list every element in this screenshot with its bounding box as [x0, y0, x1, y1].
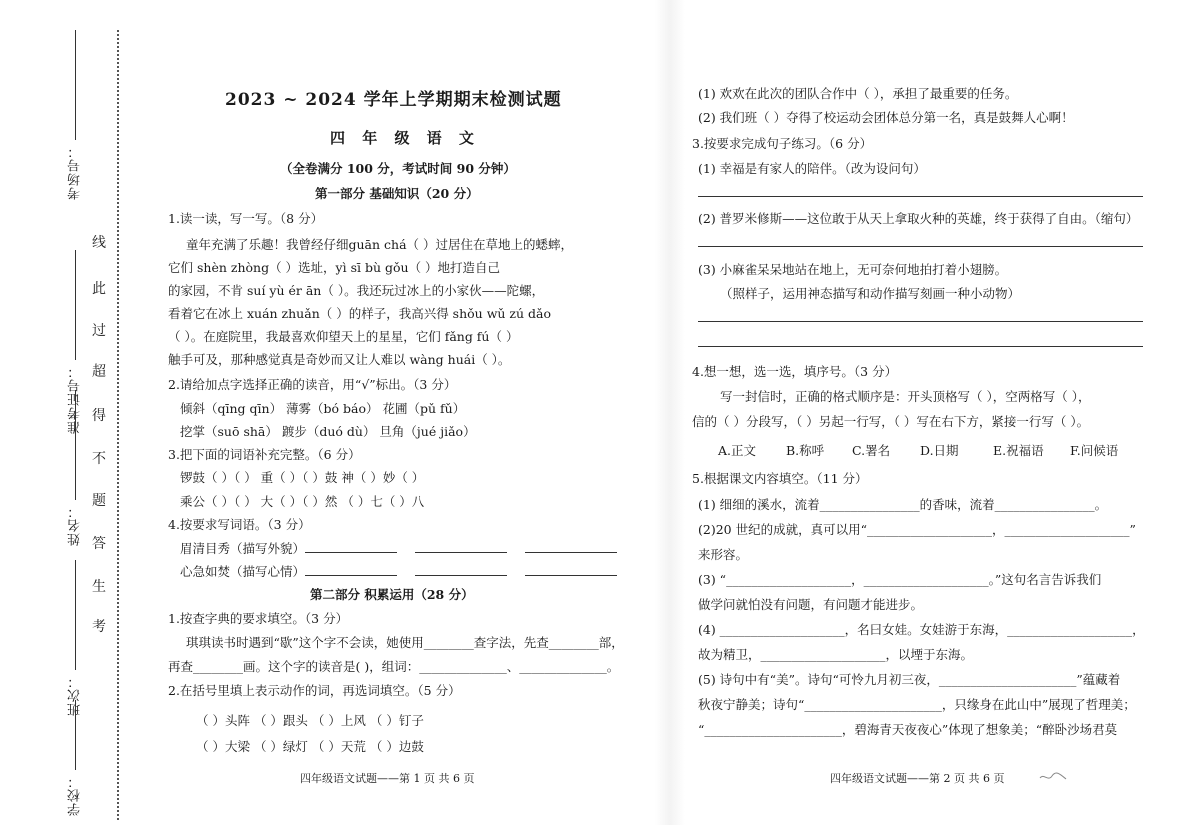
fill-line: (2)20 世纪的成就，真可以用“____________________，____________________” [698, 522, 1136, 537]
admission-number-label: 准考证号： [68, 364, 83, 434]
answer-line[interactable] [698, 346, 1143, 347]
exam-room-field [66, 30, 85, 200]
section-1-heading: 1.按查字典的要求填空。（3 分） [168, 611, 349, 626]
fill-line: (1) 细细的溪水，流着________________的香味，流着________________。 [698, 497, 1108, 512]
sentence-task: (1) 幸福是有家人的陪伴。（改为设问句） [698, 161, 926, 176]
question-4-heading: 4.想一想，选一选，填序号。（3 分） [692, 364, 898, 379]
page-2-footer: 四年级语文试题——第 2 页 共 6 页 [830, 772, 1005, 785]
fill-line: “______________________，碧海青天夜夜心”体现了想象美；“醉卧沙场君莫 [698, 722, 1118, 737]
pen-mark [1038, 770, 1068, 784]
school-label: 学校： [68, 774, 83, 816]
name-field [66, 390, 85, 546]
answer-line[interactable] [698, 246, 1143, 247]
question-3-line: 乘公（ ）（ ） 大（ ）（ ）然 （ ）七（ ）八 [180, 494, 425, 509]
answer-line[interactable] [698, 321, 1143, 322]
school-field [66, 700, 85, 816]
fill-line: 来形容。 [698, 547, 749, 562]
question-3-line: 锣鼓（ ）（ ） 重（ ）（ ）鼓 神（ ）妙（ ） [180, 470, 425, 485]
answer-line[interactable] [305, 552, 397, 553]
question-1-line: 触手可及，那种感觉真是奇妙而又让人难以 wàng huái（ ）。 [168, 352, 511, 367]
binding-warning-char: 线 [92, 235, 106, 251]
question-4-line: 心急如焚（描写心情） [180, 564, 306, 579]
section-1-line: 再查________画。这个字的读音是( )，组词：______________、______________。 [168, 659, 620, 674]
question-4-heading: 4.按要求写词语。（3 分） [168, 517, 311, 532]
question-1-line: 的家园，不肯 suí yù ér ān（ ）。我还玩过冰上的小家伙——陀螺， [168, 283, 545, 298]
part2-heading: 第二部分 积累运用（28 分） [310, 587, 474, 602]
binding-margin [0, 0, 130, 825]
part1-heading: 第一部分 基础知识（20 分） [315, 186, 479, 201]
admission-number-blank[interactable] [76, 250, 77, 360]
fill-line: (3) “____________________，____________________。”这句名言告诉我们 [698, 572, 1102, 587]
section-1-line: 琪琪读书时遇到“歇”这个字不会读，她使用________查字法，先查________部， [186, 635, 624, 650]
binding-warning-char: 超 [92, 364, 106, 380]
page-1-footer: 四年级语文试题——第 1 页 共 6 页 [300, 772, 475, 785]
sentence-task-hint: （照样子，运用神态描写和动作描写刻画一种小动物） [720, 286, 1021, 301]
binding-warning-char: 题 [92, 493, 106, 509]
question-5-heading: 5.根据课文内容填空。（11 分） [692, 471, 868, 486]
question-3-heading: 3.把下面的词语补充完整。（6 分） [168, 447, 361, 462]
section-2-line: （ ）大梁 （ ）绿灯 （ ）天荒 （ ）边鼓 [196, 739, 424, 754]
binding-warning-char: 生 [92, 579, 106, 595]
question-1-heading: 1.读一读，写一写。（8 分） [168, 211, 324, 226]
answer-line[interactable] [525, 552, 617, 553]
cut-line [117, 30, 119, 820]
binding-warning-char: 得 [92, 408, 106, 424]
option: F.问候语 [1070, 443, 1119, 458]
binding-warning-char: 考 [92, 619, 106, 635]
binding-warning-char: 不 [92, 451, 106, 467]
answer-line[interactable] [305, 575, 397, 576]
question-1-line: 它们 shèn zhòng（ ）选址，yì sī bù gǒu（ ）地打造自己 [168, 260, 501, 275]
sentence-task: (3) 小麻雀呆呆地站在地上，无可奈何地拍打着小翅膀。 [698, 262, 1008, 277]
binding-warning-char: 过 [92, 323, 106, 339]
section-2-line: （ ）头阵 （ ）跟头 （ ）上风 （ ）钉子 [196, 713, 424, 728]
question-2-line: 挖掌（suō shā） 踱步（duó dù） 旦角（jué jiǎo） [180, 424, 476, 439]
exam-page-2 [690, 0, 1150, 825]
page-gap [655, 0, 685, 825]
answer-line[interactable] [698, 196, 1143, 197]
question-2-heading: 2.请给加点字选择正确的读音，用“√”标出。（3 分） [168, 377, 457, 392]
binding-warning-char: 答 [92, 536, 106, 552]
word-choice-line: (2) 我们班（ ）夺得了校运动会团体总分第一名，真是鼓舞人心啊！ [698, 110, 1074, 125]
fill-line: 故为精卫，____________________，以堙于东海。 [698, 647, 974, 662]
fill-line: (4) ____________________，名曰女娃。女娃游于东海，____________________， [698, 622, 1145, 637]
school-blank[interactable] [76, 700, 77, 770]
answer-line[interactable] [525, 575, 617, 576]
question-1-line: 看着它在冰上 xuán zhuǎn（ ）的样子，我高兴得 shǒu wǔ zú dǎo [168, 306, 552, 321]
question-1-line: （ ）。在庭院里，我最喜欢仰望天上的星星，它们 fǎng fú（ ） [168, 329, 519, 344]
exam-room-blank[interactable] [76, 30, 77, 140]
class-label: 班次： [68, 674, 83, 716]
option: D.日期 [920, 443, 959, 458]
class-field [66, 560, 85, 716]
name-label: 姓名： [68, 504, 83, 546]
option: B.称呼 [786, 443, 825, 458]
answer-line[interactable] [415, 575, 507, 576]
question-4-line: 眉清目秀（描写外貌） [180, 541, 306, 556]
option: C.署名 [852, 443, 891, 458]
fill-line: 做学问就怕没有问题，有问题才能进步。 [698, 597, 924, 612]
option: E.祝福语 [993, 443, 1044, 458]
class-blank[interactable] [76, 560, 77, 670]
name-blank[interactable] [76, 390, 77, 500]
binding-warning-char: 此 [92, 281, 106, 297]
question-1-line: 童年充满了乐趣！我曾经仔细guān chá（ ）过居住在草地上的蟋蟀， [186, 237, 574, 252]
exam-page-1 [150, 0, 640, 825]
section-2-heading: 2.在括号里填上表示动作的词，再选词填空。（5 分） [168, 683, 461, 698]
fill-line: (5) 诗句中有“美”。诗句“可怜九月初三夜，______________________”蕴藏着 [698, 672, 1121, 687]
exam-title: 2023 ~ 2024 学年上学期期末检测试题 [225, 90, 562, 110]
question-2-line: 倾斜（qīng qīn） 薄雾（bó báo） 花圃（pǔ fǔ） [180, 401, 466, 416]
question-3-heading: 3.按要求完成句子练习。（6 分） [692, 136, 873, 151]
option: A.正文 [718, 443, 757, 458]
letter-format-line: 信的（ ）分段写，（ ）另起一行写，（ ）写在右下方，紧接一行写（ ）。 [692, 414, 1090, 429]
exam-room-label: 考场号： [68, 144, 83, 200]
exam-subject: 四 年 级 语 文 [330, 129, 480, 147]
word-choice-line: (1) 欢欢在此次的团队合作中（ ），承担了最重要的任务。 [698, 86, 1018, 101]
answer-line[interactable] [415, 552, 507, 553]
sentence-task: (2) 普罗米修斯——这位敢于从天上拿取火种的英雄，终于获得了自由。（缩句） [698, 211, 1139, 226]
exam-note: （全卷满分 100 分，考试时间 90 分钟） [280, 161, 516, 176]
letter-format-line: 写一封信时，正确的格式顺序是：开头顶格写（ ），空两格写（ ）， [720, 389, 1091, 404]
fill-line: 秋夜宁静美；诗句“______________________，只缘身在此山中”展现了哲理美； [698, 697, 1136, 712]
